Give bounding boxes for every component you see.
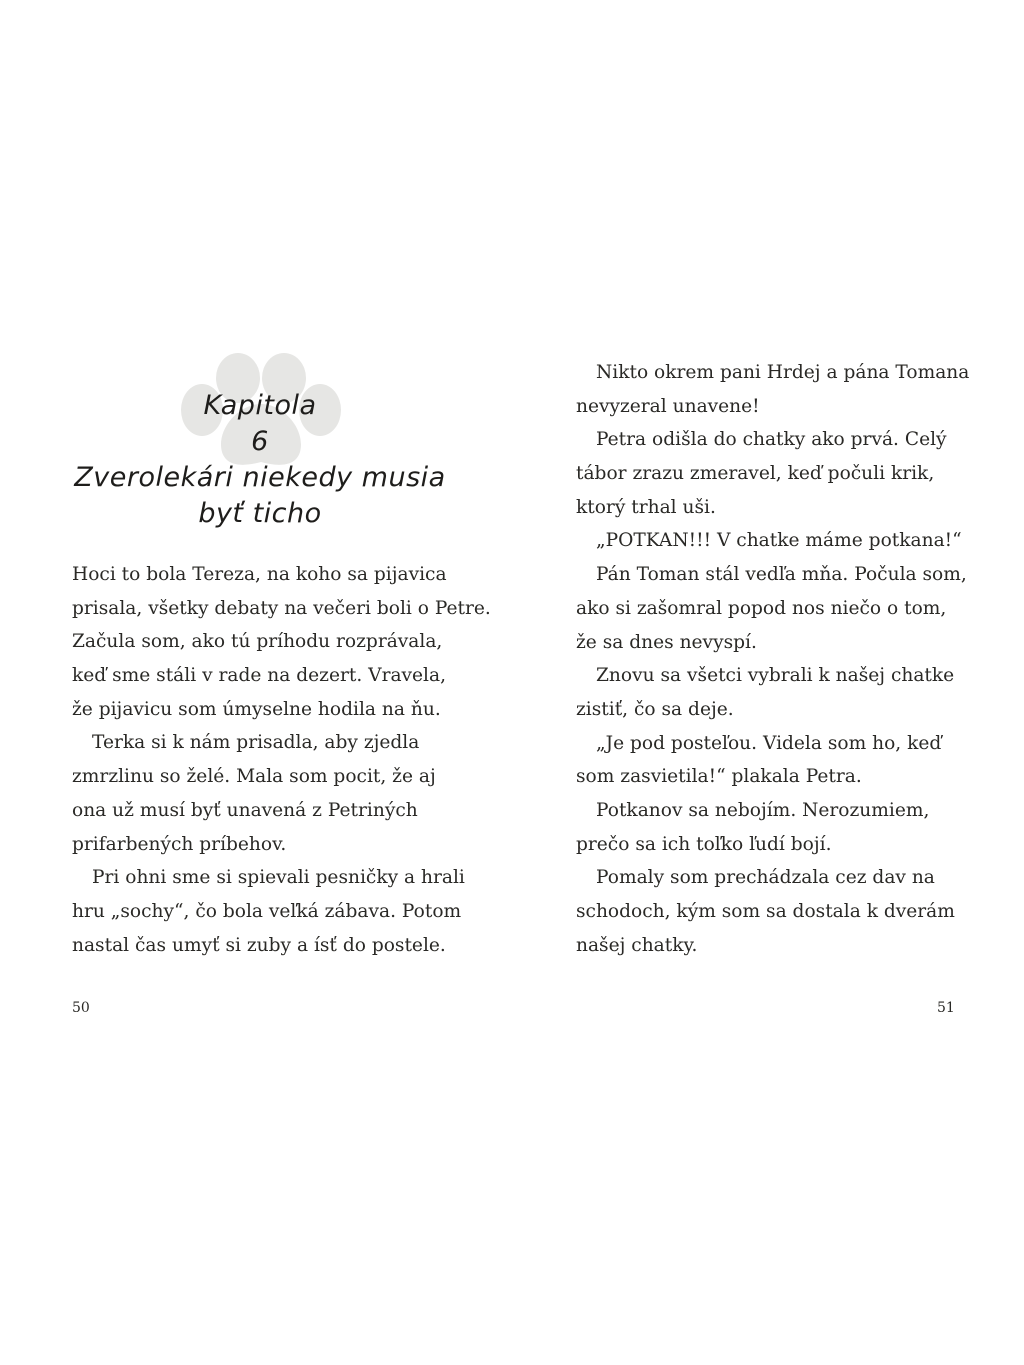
text-line: že pijavicu som úmyselne hodila na ňu. [72, 698, 441, 720]
text-line: Petra odišla do chatky ako prvá. Celý [596, 429, 947, 451]
chapter-heading [72, 388, 448, 532]
text-line: tábor zrazu zmeravel, keď počuli krik, [576, 463, 935, 485]
text-line: Hoci to bola Tereza, na koho sa pijavica [72, 564, 447, 585]
text-line: Terka si k nám prisadla, aby zjedla [92, 732, 420, 754]
chapter-number: 6 [251, 426, 269, 457]
text-line: prečo sa ich toľko ľudí bojí. [576, 833, 832, 855]
text-line: nevyzeral unavene! [576, 395, 760, 417]
text-line: Pri ohni sme si spievali pesničky a hrali [92, 867, 465, 889]
text-line: zmrzlinu so želé. Mala som pocit, že aj [72, 766, 436, 788]
right-page [512, 0, 1024, 1365]
text-line: prifarbených príbehov. [72, 833, 287, 855]
text-line: že sa dnes nevyspí. [576, 631, 757, 653]
text-line: som zasvietila!“ plakala Petra. [576, 766, 862, 788]
text-line: ktorý trhal uši. [576, 496, 716, 518]
text-line: prisala, všetky debaty na večeri boli o Petre. [72, 597, 491, 619]
text-line: ako si zašomral popod nos niečo o tom, [576, 597, 947, 619]
page-number-left: 50 [72, 1000, 90, 1016]
text-line: Potkanov sa nebojím. Nerozumiem, [596, 799, 930, 821]
text-line: Pomaly som prechádzala cez dav na [596, 867, 935, 889]
text-line: ona už musí byť unavená z Petriných [72, 799, 418, 821]
text-line: Začula som, ako tú príhodu rozprávala, [72, 631, 443, 653]
text-line: hru „sochy“, čo bola veľká zábava. Potom [72, 900, 462, 922]
text-line: schodoch, kým som sa dostala k dverám [576, 901, 955, 922]
text-line: Znovu sa všetci vybrali k našej chatke [596, 665, 955, 687]
chapter-title-line-1: Zverolekári niekedy musia [74, 462, 446, 493]
right-page-body [576, 356, 970, 962]
text-line: keď sme stáli v rade na dezert. Vravela, [72, 665, 446, 687]
text-line: „Je pod posteľou. Videla som ho, keď [596, 732, 942, 754]
chapter-title-line-2: byť ticho [198, 498, 322, 529]
text-line: nastal čas umyť si zuby a ísť do postele. [72, 934, 446, 956]
text-line: Nikto okrem pani Hrdej a pána Tomana [596, 362, 970, 383]
text-line: „POTKAN!!! V chatke máme potkana!“ [596, 530, 962, 552]
text-line: Pán Toman stál vedľa mňa. Počula som, [596, 564, 967, 586]
page-number-right: 51 [937, 1000, 955, 1016]
text-line: zistiť, čo sa deje. [576, 698, 734, 720]
text-line: našej chatky. [576, 934, 698, 956]
chapter-label: Kapitola [203, 390, 317, 421]
left-page-body [72, 558, 491, 962]
